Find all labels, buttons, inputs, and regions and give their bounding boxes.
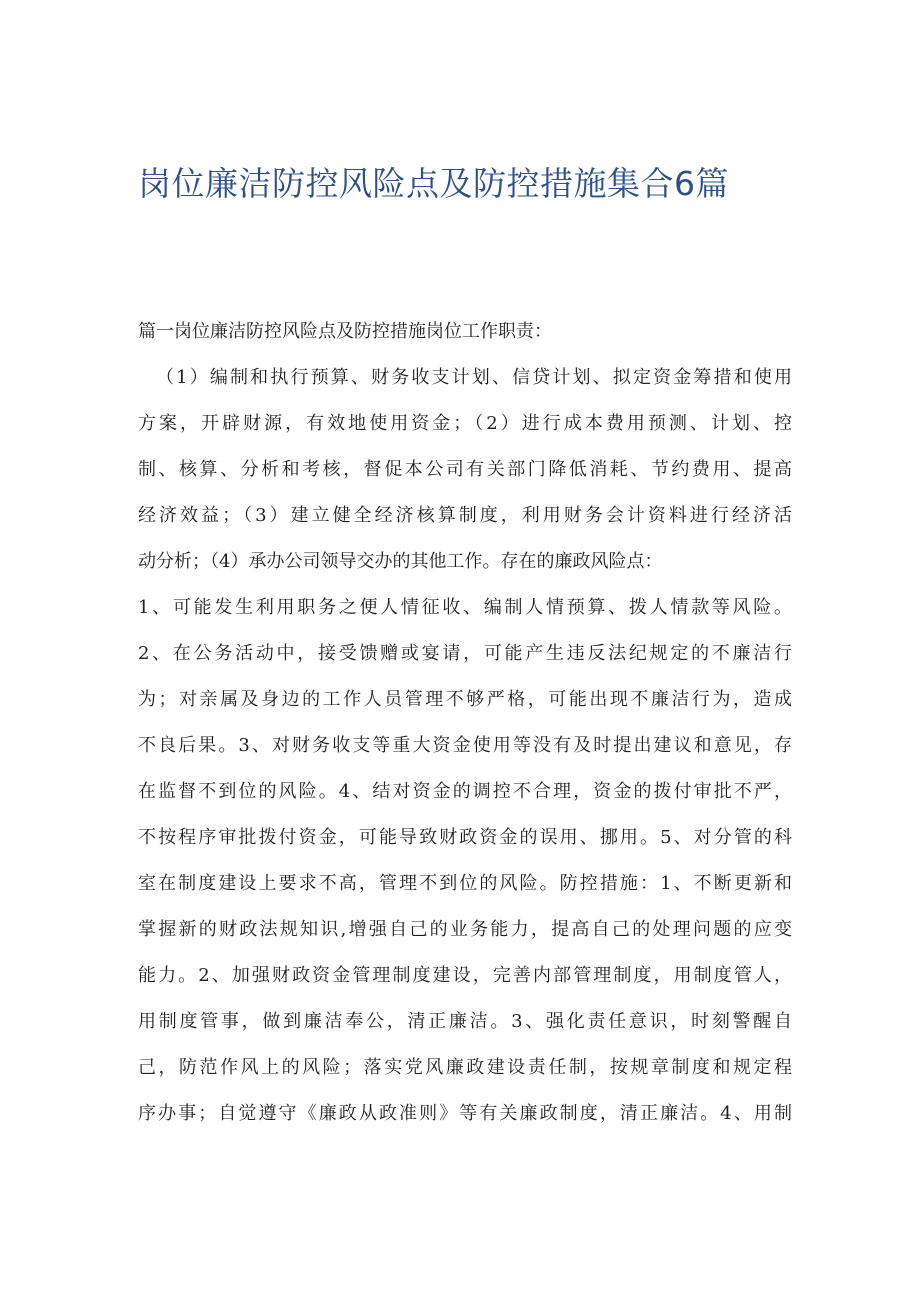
paragraph-line: 不良后果。3、对财务收支等重大资金使用等没有及时提出建议和意见，存 xyxy=(138,735,792,756)
paragraph-line: 室在制度建设上要求不高，管理不到位的风险。防控措施：1、不断更新和 xyxy=(138,873,792,894)
paragraph-line: 篇一岗位廉洁防控风险点及防控措施岗位工作职责： xyxy=(138,321,552,342)
paragraph-line: 在监督不到位的风险。4、结对资金的调控不合理，资金的拨付审批不严， xyxy=(138,781,792,802)
paragraph-line: 不按程序审批拨付资金，可能导致财政资金的误用、挪用。5、对分管的科 xyxy=(138,827,792,848)
document-body xyxy=(138,309,792,1137)
document-title: 岗位廉洁防控风险点及防控措施集合6篇 xyxy=(138,164,729,203)
paragraph-line: 方案，开辟财源，有效地使用资金；（2）进行成本费用预测、计划、控 xyxy=(138,413,792,434)
paragraph-line: 用制度管事，做到廉洁奉公，清正廉洁。3、强化责任意识，时刻警醒自 xyxy=(138,1011,792,1032)
paragraph-line: 1、可能发生利用职务之便人情征收、编制人情预算、拨人情款等风险。 xyxy=(138,597,792,618)
paragraph-line: 能力。2、加强财政资金管理制度建设，完善内部管理制度，用制度管人， xyxy=(138,965,792,986)
paragraph-line: 序办事；自觉遵守《廉政从政准则》等有关廉政制度，清正廉洁。4、用制 xyxy=(138,1103,792,1124)
paragraph-line: 掌握新的财政法规知识,增强自己的业务能力，提高自己的处理问题的应变 xyxy=(138,919,792,940)
paragraph-line: 为；对亲属及身边的工作人员管理不够严格，可能出现不廉洁行为，造成 xyxy=(138,689,792,710)
paragraph-line: 制、核算、分析和考核，督促本公司有关部门降低消耗、节约费用、提高 xyxy=(138,459,792,480)
paragraph-line: （1）编制和执行预算、财务收支计划、信贷计划、拟定资金筹措和使用 xyxy=(156,367,792,388)
paragraph-line: 经济效益；（3）建立健全经济核算制度，利用财务会计资料进行经济活 xyxy=(138,505,792,526)
paragraph-line: 动分析；（4）承办公司领导交办的其他工作。存在的廉政风险点： xyxy=(138,551,663,572)
paragraph-line: 己，防范作风上的风险；落实党风廉政建设责任制，按规章制度和规定程 xyxy=(138,1057,792,1078)
paragraph-line: 2、在公务活动中，接受馈赠或宴请，可能产生违反法纪规定的不廉洁行 xyxy=(138,643,792,664)
